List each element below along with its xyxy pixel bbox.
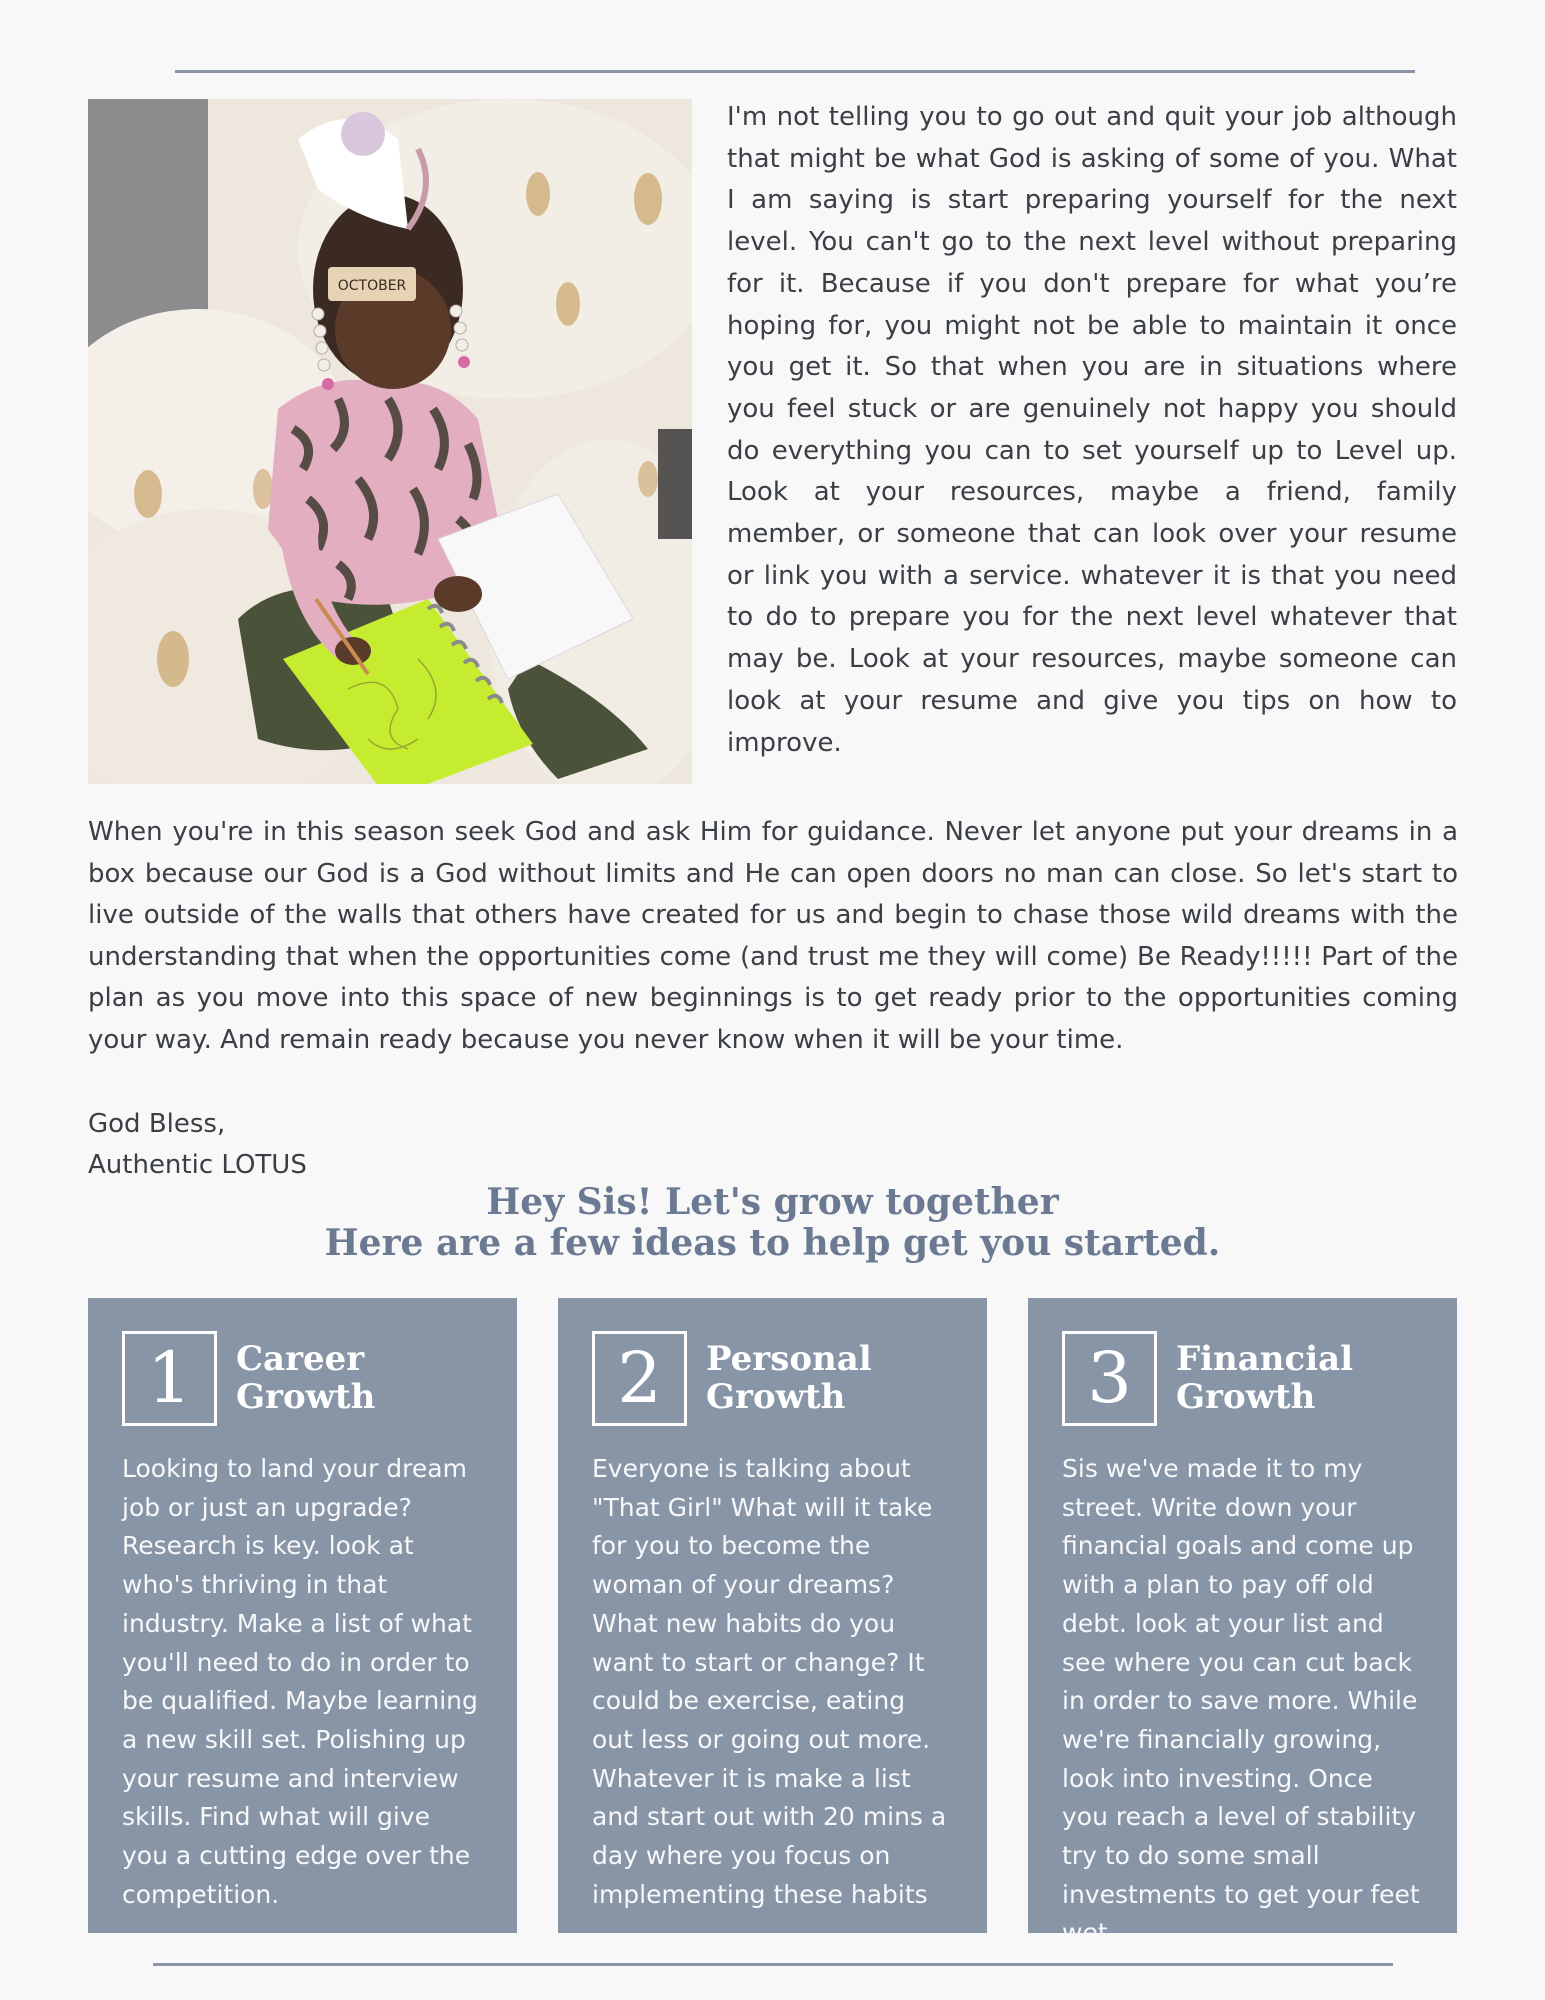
top-divider bbox=[175, 70, 1415, 73]
card-text: Looking to land your dream job or just an upgrade? Research is key. look at who's thriving in that industry. Make a list of what you'll need to do in order to be qualified. Maybe learning a new skill set. Polishing up your resume and interview skills. Find what will give you a cutting edge over the competition. bbox=[122, 1454, 478, 1909]
photo-girl-drawing bbox=[88, 99, 692, 784]
card-title bbox=[706, 1340, 953, 1416]
intro-paragraph: I'm not telling you to go out and quit your job although that might be what God is asking of some of you. What I am saying is start preparing yourself for the next level. You can't go to the next level without preparing for it. Because if you don't prepare for what you’re hoping for, you might not be able to maintain it once you get it. So that when you are in situations where you feel stuck or are genuinely not happy you should do everything you can to set yourself up to Level up. Look at your resources, maybe a friend, family member, or someone that can look over your resume or link you with a service. whatever it is that you need to do to prepare you for the next level whatever that may be. Look at your resources, maybe someone can look at your resume and give you tips on how to improve. bbox=[727, 102, 1457, 758]
card-number: 2 bbox=[592, 1331, 687, 1426]
card-text: Sis we've made it to my street. Write down your financial goals and come up with a plan to pay off old debt. look at your list and see where you can cut back in order to save more. While we're financially growing, look into investing. Once you reach a level of stability try to do some small investments to get your feet wet bbox=[1062, 1454, 1420, 1948]
headline-line-1: Hey Sis! Let's grow together bbox=[486, 1181, 1059, 1223]
svg-text:OCTOBER: OCTOBER bbox=[337, 278, 407, 294]
card-title-line-1: Financial bbox=[1176, 1339, 1354, 1379]
card-title-line-2: Growth bbox=[706, 1377, 846, 1417]
card-title-line-1: Career bbox=[236, 1339, 365, 1379]
signoff-line-1: God Bless, bbox=[88, 1109, 226, 1139]
signoff bbox=[88, 1104, 307, 1186]
card-title bbox=[236, 1340, 483, 1416]
card-text: Everyone is talking about "That Girl" What will it take for you to become the woman of your dreams? What new habits do you want to start or change? It could be exercise, eating out less or going out more. Whatever it is make a list and start out with 20 mins a day where you focus on implementing these habits bbox=[592, 1454, 947, 1909]
bottom-divider bbox=[153, 1963, 1393, 1966]
card-number: 3 bbox=[1062, 1331, 1157, 1426]
signoff-author: Authentic LOTUS bbox=[88, 1150, 307, 1180]
card-title-line-1: Personal bbox=[706, 1339, 872, 1379]
card-personal-growth bbox=[558, 1298, 987, 1933]
card-title-line-2: Growth bbox=[1176, 1377, 1316, 1417]
card-number: 1 bbox=[122, 1331, 217, 1426]
card-header bbox=[1062, 1328, 1423, 1428]
card-title-line-2: Growth bbox=[236, 1377, 376, 1417]
card-header bbox=[592, 1328, 953, 1428]
card-financial-growth bbox=[1028, 1298, 1457, 1948]
section-headline bbox=[0, 1182, 1545, 1264]
card-title bbox=[1176, 1340, 1423, 1416]
headline-line-2: Here are a few ideas to help get you started. bbox=[324, 1222, 1221, 1264]
card-career-growth bbox=[88, 1298, 517, 1933]
body-paragraph: When you're in this season seek God and ask Him for guidance. Never let anyone put your dreams in a box because our God is a God without limits and He can open doors no man can close. So let's start to live outside of the walls that others have created for us and begin to chase those wild dreams with the understanding that when the opportunities come (and trust me they will come) Be Ready!!!!! Part of the plan as you move into this space of new beginnings is to get ready prior to the opportunities coming your way. And remain ready because you never know when it will be your time. bbox=[88, 817, 1458, 1055]
card-header bbox=[122, 1328, 483, 1428]
